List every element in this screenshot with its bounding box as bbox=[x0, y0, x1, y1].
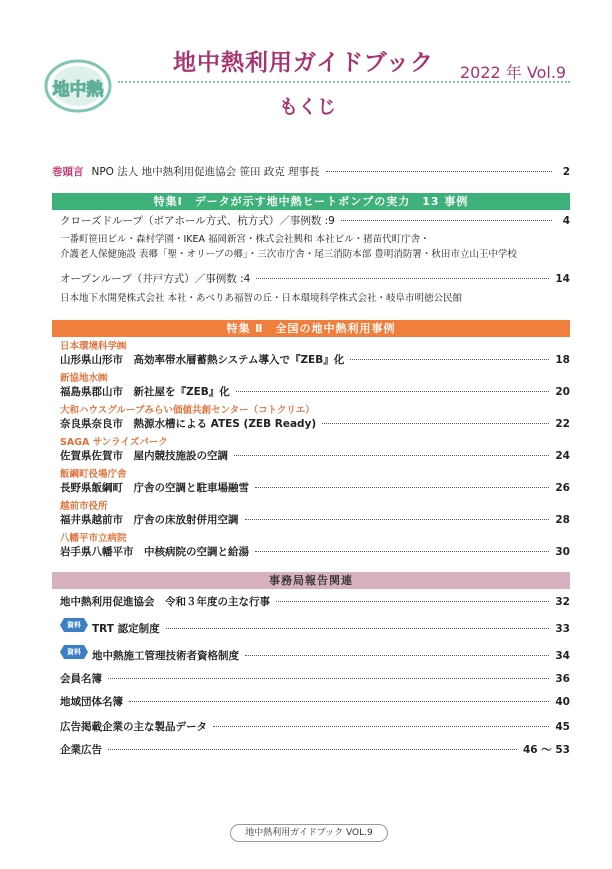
dot-leader bbox=[255, 487, 549, 488]
page-number: 28 bbox=[555, 514, 570, 526]
page-number: 18 bbox=[555, 354, 570, 366]
feature2-list bbox=[52, 340, 570, 560]
page-subtitle: もくじ bbox=[279, 96, 337, 118]
toc-row-office[interactable] bbox=[52, 720, 570, 735]
toc-row-office[interactable] bbox=[52, 595, 570, 610]
title-divider bbox=[118, 81, 570, 83]
dot-leader bbox=[108, 749, 517, 750]
page-number: 46 〜 53 bbox=[522, 744, 570, 756]
case-category: 大和ハウスグループみらい価値共創センター（コトクリエ） bbox=[60, 405, 315, 416]
case-category: SAGA サンライズパーク bbox=[60, 437, 168, 448]
page-number: 26 bbox=[555, 482, 570, 494]
toc-row-case[interactable] bbox=[52, 417, 570, 432]
page-number: 32 bbox=[555, 596, 570, 608]
dot-leader bbox=[166, 628, 550, 629]
toc-row-office[interactable] bbox=[52, 743, 570, 758]
toc-row-case[interactable] bbox=[52, 385, 570, 400]
entry-title: 企業広告 bbox=[60, 744, 102, 756]
entry-title: 地中熱施工管理技術者資格制度 bbox=[92, 650, 239, 662]
section-band-feature2: 特集 Ⅱ 全国の地中熱利用事例 bbox=[52, 320, 570, 337]
page-number: 20 bbox=[555, 386, 570, 398]
page-number: 33 bbox=[555, 623, 570, 635]
hexagon-tag-icon bbox=[60, 618, 88, 632]
section-band-office: 事務局報告関連 bbox=[52, 572, 570, 589]
page-number: 14 bbox=[555, 273, 570, 285]
case-category: 飯綱町役場庁舎 bbox=[60, 469, 127, 480]
page-number: 45 bbox=[555, 721, 570, 733]
toc-row-case[interactable] bbox=[52, 545, 570, 560]
dot-leader bbox=[276, 601, 549, 602]
dot-leader bbox=[213, 726, 549, 727]
dot-leader bbox=[350, 359, 549, 360]
preface-label: 巻頭言 bbox=[52, 166, 84, 178]
toc-row-open-loop[interactable] bbox=[52, 272, 570, 287]
dot-leader bbox=[245, 519, 550, 520]
dot-leader bbox=[129, 701, 549, 702]
page-number: 22 bbox=[555, 418, 570, 430]
toc-row-case[interactable] bbox=[52, 353, 570, 368]
tag-label: 資料 bbox=[67, 621, 81, 629]
entry-title: 福島県郡山市 新社屋を『ZEB』化 bbox=[60, 386, 230, 398]
page-number: 30 bbox=[555, 546, 570, 558]
entry-title: 福井県越前市 庁舎の床放射併用空調 bbox=[60, 514, 239, 526]
edition-label: 2022 年 Vol.9 bbox=[460, 63, 567, 82]
toc-row-case[interactable] bbox=[52, 481, 570, 496]
dot-leader bbox=[234, 455, 549, 456]
dot-leader bbox=[255, 551, 549, 552]
case-category: 越前市役所 bbox=[60, 501, 108, 512]
toc-row-case[interactable] bbox=[52, 513, 570, 528]
page-number: 36 bbox=[555, 673, 570, 685]
entry-title: クローズドループ（ボアホール方式、杭方式）／事例数 :9 bbox=[60, 215, 335, 227]
toc-row-office[interactable] bbox=[52, 645, 570, 664]
tag-label: 資料 bbox=[67, 648, 81, 656]
entry-title: 山形県山形市 高効率帯水層蓄熱システム導入で『ZEB』化 bbox=[60, 354, 345, 366]
entry-title: 広告掲載企業の主な製品データ bbox=[60, 721, 207, 733]
dot-leader bbox=[236, 391, 550, 392]
entry-title: 長野県飯綱町 庁舎の空調と駐車場融雪 bbox=[60, 482, 249, 494]
entry-description: 介護老人保健施設 表郷「聖・オリーブの郷」・三次市庁舎・尾三消防本部 豊明消防署・秋田市立山王中学校 bbox=[60, 249, 517, 260]
toc-row-case[interactable] bbox=[52, 449, 570, 464]
dot-leader bbox=[108, 678, 549, 679]
page-number: 40 bbox=[555, 696, 570, 708]
entry-title: 会員名簿 bbox=[60, 673, 102, 685]
entry-title: 佐賀県佐賀市 屋内競技施設の空調 bbox=[60, 450, 228, 462]
toc-row-closed-loop[interactable] bbox=[52, 214, 570, 229]
case-category: 日本環境科学㈱ bbox=[60, 341, 127, 352]
toc-row-office[interactable] bbox=[52, 672, 570, 687]
page-footer: 地中熱利用ガイドブック VOL.9 bbox=[230, 824, 388, 842]
page-number: 2 bbox=[562, 166, 570, 178]
dot-leader bbox=[341, 220, 552, 221]
dot-leader bbox=[256, 278, 549, 279]
case-category: 八幡平市立病院 bbox=[60, 533, 127, 544]
toc-row-office[interactable] bbox=[52, 618, 570, 637]
entry-title: TRT 認定制度 bbox=[92, 623, 160, 635]
entry-title: 地中熱利用促進協会 令和３年度の主な行事 bbox=[60, 596, 270, 608]
page-number: 24 bbox=[555, 450, 570, 462]
logo-text: 地中熱 bbox=[52, 80, 104, 100]
entry-title: 地域団体名簿 bbox=[60, 696, 123, 708]
entry-description: 日本地下水開発株式会社 本社・あべりあ福智の丘・日本環境科学株式会社・岐阜市明徳公民館 bbox=[60, 293, 463, 304]
page-number: 4 bbox=[562, 215, 570, 227]
hexagon-tag-icon bbox=[60, 645, 88, 659]
office-list bbox=[52, 595, 570, 758]
table-of-contents bbox=[52, 160, 570, 758]
page-number: 34 bbox=[555, 650, 570, 662]
chinetsu-logo bbox=[44, 58, 112, 114]
section-band-feature1: 特集Ⅰ データが示す地中熱ヒートポンプの実力 13 事例 bbox=[52, 193, 570, 210]
dot-leader bbox=[322, 423, 549, 424]
entry-title: 奈良県奈良市 熱源水槽による ATES (ZEB Ready) bbox=[60, 418, 317, 430]
dot-leader bbox=[326, 171, 552, 172]
toc-row-office[interactable] bbox=[52, 695, 570, 710]
case-category: 新協地水㈱ bbox=[60, 373, 108, 384]
toc-row-preface[interactable] bbox=[52, 164, 570, 179]
entry-title: 岩手県八幡平市 中核病院の空調と給湯 bbox=[60, 546, 249, 558]
entry-title: オープンループ（井戸方式）／事例数 :4 bbox=[60, 273, 251, 285]
preface-text: NPO 法人 地中熱利用促進協会 笹田 政克 理事長 bbox=[91, 166, 320, 178]
dot-leader bbox=[245, 655, 549, 656]
entry-description: 一番町笹田ビル・森村学園・IKEA 福岡新宮・株式会社興和 本社ビル・猪苗代町庁舎・ bbox=[60, 234, 430, 245]
page-title: 地中熱利用ガイドブック bbox=[173, 50, 435, 76]
